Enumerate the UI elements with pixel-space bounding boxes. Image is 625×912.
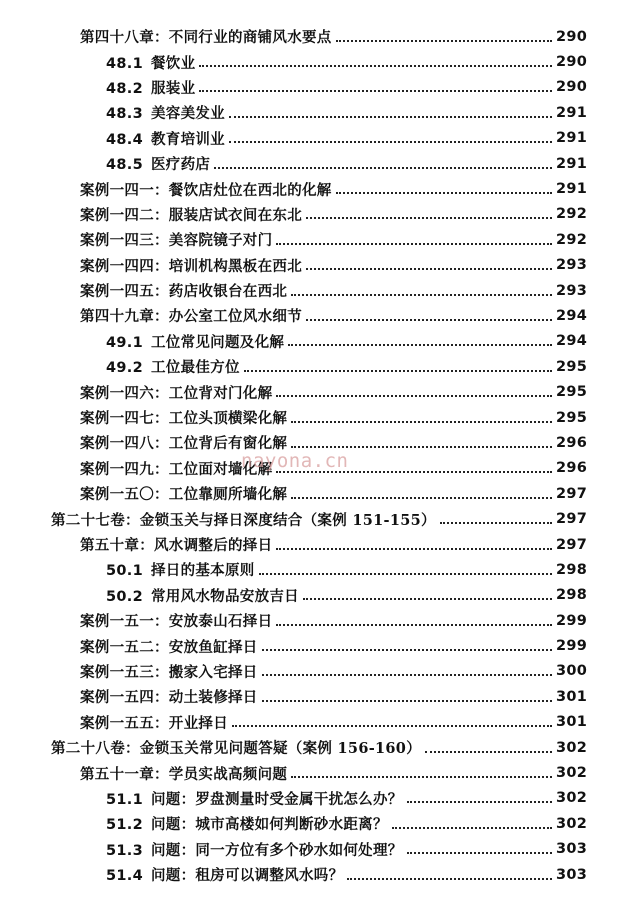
dot-leader bbox=[347, 878, 552, 880]
toc-entry-title: 教育培训业 bbox=[150, 130, 225, 148]
toc-entry-number: 51.3 bbox=[106, 842, 143, 859]
dot-leader bbox=[407, 801, 552, 803]
watermark: nayona.cn bbox=[241, 450, 349, 472]
toc-entry-label bbox=[106, 585, 299, 606]
dot-leader bbox=[262, 649, 552, 651]
toc-entry-page: 291 bbox=[556, 130, 588, 147]
toc-entry-page: 292 bbox=[556, 206, 588, 223]
toc-entry-label bbox=[106, 864, 343, 885]
dot-leader bbox=[229, 141, 552, 143]
toc-entry-label bbox=[80, 712, 228, 733]
toc-entry[interactable] bbox=[0, 126, 625, 151]
toc-entry-label bbox=[80, 534, 272, 555]
toc-entry[interactable] bbox=[0, 837, 625, 862]
toc-entry-title: 问题：城市高楼如何判断砂水距离？ bbox=[150, 816, 388, 834]
toc-entry[interactable] bbox=[0, 532, 625, 557]
toc-entry[interactable] bbox=[0, 684, 625, 709]
dot-leader bbox=[259, 573, 552, 575]
toc-entry-label bbox=[80, 204, 302, 225]
toc-entry-page: 302 bbox=[556, 739, 588, 756]
toc-entry-number: 49.1 bbox=[106, 334, 143, 351]
toc-entry-label bbox=[106, 77, 195, 98]
dot-leader bbox=[199, 90, 552, 92]
toc-entry-page: 303 bbox=[556, 841, 588, 858]
dot-leader bbox=[276, 624, 552, 626]
toc-entry-label bbox=[106, 331, 284, 352]
toc-entry-number: 48.2 bbox=[106, 80, 143, 97]
toc-entry-page: 290 bbox=[556, 54, 588, 71]
toc-entry-page: 296 bbox=[556, 460, 588, 477]
toc-entry[interactable] bbox=[0, 151, 625, 176]
toc-entry-title: 案例一五五：开业择日 bbox=[80, 714, 228, 732]
toc-entry-number: 48.5 bbox=[106, 157, 143, 174]
toc-entry-page: 293 bbox=[556, 257, 588, 274]
toc-entry[interactable] bbox=[0, 506, 625, 531]
toc-entry-page: 301 bbox=[556, 714, 588, 731]
toc-entry-number: 51.4 bbox=[106, 868, 143, 885]
dot-leader bbox=[291, 497, 552, 499]
toc-entry-number: 51.2 bbox=[106, 817, 143, 834]
dot-leader bbox=[262, 700, 552, 702]
toc-entry[interactable] bbox=[0, 278, 625, 303]
toc-entry-title: 第二十八卷：金锁玉关常见问题答疑（案例 156-160） bbox=[51, 740, 421, 758]
toc-entry[interactable] bbox=[0, 379, 625, 404]
toc-entry[interactable] bbox=[0, 583, 625, 608]
toc-entry[interactable] bbox=[0, 202, 625, 227]
dot-leader bbox=[440, 522, 552, 524]
toc-entry-page: 290 bbox=[556, 28, 588, 45]
toc-entry-label bbox=[80, 458, 272, 479]
dot-leader bbox=[276, 243, 552, 245]
toc-entry-title: 问题：租房可以调整风水吗？ bbox=[150, 867, 344, 885]
toc-entry[interactable] bbox=[0, 329, 625, 354]
toc-entry-label bbox=[106, 52, 195, 73]
toc-entry-label bbox=[80, 179, 332, 200]
toc-entry-title: 案例一四四：培训机构黑板在西北 bbox=[80, 257, 302, 275]
toc-entry[interactable] bbox=[0, 100, 625, 125]
toc-entry-title: 案例一四六：工位背对门化解 bbox=[80, 384, 273, 402]
toc-entry-label bbox=[80, 610, 272, 631]
toc-entry-page: 292 bbox=[556, 231, 588, 248]
toc-entry-title: 案例一五三：搬家入宅择日 bbox=[80, 663, 258, 681]
dot-leader bbox=[199, 65, 552, 67]
toc-entry-title: 案例一四五：药店收银台在西北 bbox=[80, 283, 288, 301]
toc-entry[interactable] bbox=[0, 227, 625, 252]
dot-leader bbox=[425, 751, 552, 753]
dot-leader bbox=[288, 344, 552, 346]
toc-entry[interactable] bbox=[0, 608, 625, 633]
toc-entry-number: 48.1 bbox=[106, 55, 143, 72]
toc-entry-page: 291 bbox=[556, 181, 588, 198]
toc-entry-title: 案例一五二：安放鱼缸择日 bbox=[80, 638, 258, 656]
toc-entry-title: 问题：罗盘测量时受金属干扰怎么办？ bbox=[150, 790, 403, 808]
toc-entry[interactable] bbox=[0, 633, 625, 658]
toc-entry-title: 服装业 bbox=[150, 79, 196, 97]
toc-entry-page: 295 bbox=[556, 384, 588, 401]
toc-entry-label bbox=[80, 636, 258, 657]
toc-entry[interactable] bbox=[0, 49, 625, 74]
dot-leader bbox=[336, 40, 552, 42]
toc-entry-title: 问题：同一方位有多个砂水如何处理？ bbox=[150, 841, 403, 859]
toc-entry-label bbox=[80, 763, 287, 784]
toc-entry-title: 美容美发业 bbox=[150, 105, 225, 123]
toc-entry-label bbox=[80, 255, 302, 276]
dot-leader bbox=[291, 294, 552, 296]
toc-entry[interactable] bbox=[0, 430, 625, 455]
dot-leader bbox=[306, 268, 552, 270]
toc-entry[interactable] bbox=[0, 405, 625, 430]
toc-entry-title: 择日的基本原则 bbox=[150, 562, 255, 580]
toc-entry-number: 49.2 bbox=[106, 360, 143, 377]
toc-entry-title: 案例一五一：安放泰山石择日 bbox=[80, 613, 273, 631]
toc-entry-page: 294 bbox=[556, 307, 588, 324]
dot-leader bbox=[407, 852, 552, 854]
toc-entry-title: 案例一四九：工位面对墙化解 bbox=[80, 460, 273, 478]
toc-entry-title: 案例一五〇：工位靠厕所墙化解 bbox=[80, 486, 288, 504]
dot-leader bbox=[276, 548, 552, 550]
toc-entry-title: 案例一四七：工位头顶横梁化解 bbox=[80, 410, 288, 428]
dot-leader bbox=[232, 725, 552, 727]
toc-entry-number: 48.3 bbox=[106, 106, 143, 123]
dot-leader bbox=[214, 167, 552, 169]
toc-entry-page: 295 bbox=[556, 409, 588, 426]
toc-entry-page: 290 bbox=[556, 79, 588, 96]
dot-leader bbox=[306, 319, 552, 321]
dot-leader bbox=[229, 116, 552, 118]
toc-entry[interactable] bbox=[0, 75, 625, 100]
toc-entry-page: 298 bbox=[556, 561, 588, 578]
toc-entry[interactable] bbox=[0, 862, 625, 887]
toc-entry-number: 51.1 bbox=[106, 791, 143, 808]
toc-entry-page: 297 bbox=[556, 536, 588, 553]
dot-leader bbox=[276, 471, 552, 473]
toc-entry[interactable] bbox=[0, 303, 625, 328]
toc-entry-label bbox=[51, 737, 421, 758]
toc-entry-label bbox=[106, 839, 403, 860]
toc-entry-label bbox=[80, 686, 258, 707]
toc-entry-title: 第五十章：风水调整后的择日 bbox=[80, 537, 273, 554]
toc-entry-page: 294 bbox=[556, 333, 588, 350]
toc-entry-page: 302 bbox=[556, 815, 588, 832]
toc-entry[interactable] bbox=[0, 24, 625, 49]
toc-entry-label bbox=[80, 280, 287, 301]
toc-entry-page: 302 bbox=[556, 765, 588, 782]
toc-entry[interactable] bbox=[0, 481, 625, 506]
toc-entry-label bbox=[106, 356, 240, 377]
toc-entry-label bbox=[51, 509, 436, 530]
toc-entry[interactable] bbox=[0, 253, 625, 278]
toc-entry-title: 第五十一章：学员实战高频问题 bbox=[80, 765, 288, 783]
toc-entry-label bbox=[80, 432, 287, 453]
toc-entry-label bbox=[80, 661, 258, 682]
toc-entry-page: 301 bbox=[556, 688, 588, 705]
dot-leader bbox=[291, 446, 552, 448]
toc-entry-title: 餐饮业 bbox=[150, 54, 196, 72]
toc-entry-label bbox=[80, 305, 302, 326]
toc-entry-page: 295 bbox=[556, 358, 588, 375]
toc-entry-number: 48.4 bbox=[106, 131, 143, 148]
toc-entry-label bbox=[80, 382, 272, 403]
toc-entry-label bbox=[80, 483, 287, 504]
toc-entry-page: 293 bbox=[556, 282, 588, 299]
toc-entry-title: 案例一四八：工位背后有窗化解 bbox=[80, 435, 288, 453]
toc-entry-page: 303 bbox=[556, 866, 588, 883]
toc-entry-label bbox=[80, 407, 287, 428]
dot-leader bbox=[244, 370, 552, 372]
toc-entry-label bbox=[80, 26, 332, 47]
dot-leader bbox=[291, 776, 552, 778]
dot-leader bbox=[262, 674, 552, 676]
toc-entry-page: 302 bbox=[556, 790, 588, 807]
toc-entry-title: 案例一四三：美容院镜子对门 bbox=[80, 232, 273, 250]
toc-entry-title: 案例一四二：服装店试衣间在东北 bbox=[80, 206, 302, 224]
toc-entry-title: 医疗药店 bbox=[150, 156, 211, 174]
toc-entry-label bbox=[106, 788, 403, 809]
dot-leader bbox=[276, 395, 552, 397]
toc-entry-label bbox=[106, 153, 210, 174]
toc-entry[interactable] bbox=[0, 786, 625, 811]
dot-leader bbox=[336, 192, 552, 194]
toc-entry-title: 工位常见问题及化解 bbox=[150, 333, 285, 351]
toc-entry[interactable] bbox=[0, 456, 625, 481]
table-of-contents bbox=[0, 24, 625, 887]
toc-entry-title: 第四十八章：不同行业的商铺风水要点 bbox=[80, 29, 332, 47]
toc-entry-page: 297 bbox=[556, 511, 588, 528]
dot-leader bbox=[303, 598, 552, 600]
toc-entry-page: 299 bbox=[556, 612, 588, 629]
toc-entry-page: 291 bbox=[556, 104, 588, 121]
toc-entry[interactable] bbox=[0, 811, 625, 836]
toc-entry[interactable] bbox=[0, 659, 625, 684]
toc-entry-page: 299 bbox=[556, 638, 588, 655]
toc-entry-page: 291 bbox=[556, 155, 588, 172]
toc-entry[interactable] bbox=[0, 710, 625, 735]
toc-entry[interactable] bbox=[0, 735, 625, 760]
dot-leader bbox=[392, 827, 552, 829]
toc-entry-page: 300 bbox=[556, 663, 588, 680]
toc-entry-label bbox=[106, 559, 255, 580]
toc-entry-title: 第二十七卷：金锁玉关与择日深度结合（案例 151-155） bbox=[51, 511, 436, 529]
toc-entry-number: 50.2 bbox=[106, 588, 143, 605]
toc-entry[interactable] bbox=[0, 176, 625, 201]
toc-entry[interactable] bbox=[0, 557, 625, 582]
toc-entry-page: 298 bbox=[556, 587, 588, 604]
toc-entry[interactable] bbox=[0, 760, 625, 785]
toc-entry-title: 工位最佳方位 bbox=[150, 359, 240, 377]
dot-leader bbox=[291, 421, 552, 423]
dot-leader bbox=[306, 217, 552, 219]
toc-entry-label bbox=[106, 813, 388, 834]
toc-entry-title: 案例一五四：动土装修择日 bbox=[80, 689, 258, 707]
toc-entry-page: 296 bbox=[556, 434, 588, 451]
toc-entry-title: 案例一四一：餐饮店灶位在西北的化解 bbox=[80, 181, 332, 199]
toc-entry-title: 第四十九章：办公室工位风水细节 bbox=[80, 308, 302, 326]
toc-entry-label bbox=[106, 102, 225, 123]
toc-entry-page: 297 bbox=[556, 485, 588, 502]
toc-entry-number: 50.1 bbox=[106, 563, 143, 580]
toc-entry-title: 常用风水物品安放吉日 bbox=[150, 587, 299, 605]
toc-entry[interactable] bbox=[0, 354, 625, 379]
toc-entry-label bbox=[106, 128, 225, 149]
toc-entry-label bbox=[80, 229, 272, 250]
